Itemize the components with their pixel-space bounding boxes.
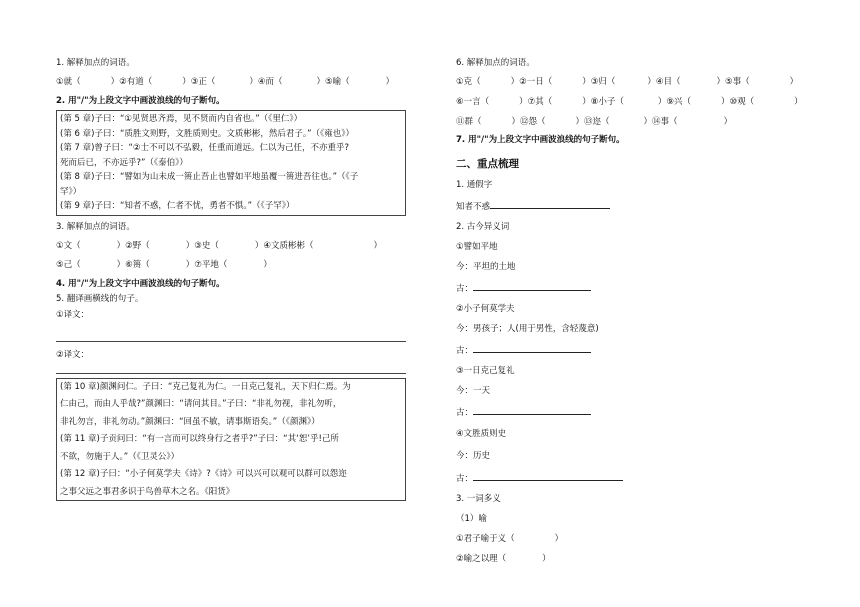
s3-item: ②喻之以理（ ）	[456, 554, 551, 564]
q6-item: ）⑧小子（	[582, 97, 624, 107]
q1-item: ）④而（	[249, 77, 283, 87]
q3-item: ）	[263, 259, 272, 270]
q5-title: 5. 翻译画横线的句子。	[56, 293, 144, 304]
s2-entry	[456, 429, 816, 485]
q6-item: ）④目（	[647, 77, 681, 87]
q6-item: ）⑬迩（	[575, 117, 610, 127]
s2-jin: 今：平坦的土地	[456, 262, 516, 272]
answer-blank[interactable]	[473, 344, 591, 353]
passage2-line: 之事父远之事君多识于鸟兽草木之名。《阳货》	[60, 486, 235, 497]
q1-item: ①就（	[56, 77, 81, 87]
q3-row2	[56, 260, 406, 271]
s2-word: ①譬如平地	[456, 242, 498, 252]
passage1-line: (第 5 章)子曰：“①见贤思齐焉，见不贤而内自省也。”（《里仁》）	[60, 114, 303, 124]
q3-item: ）④文质彬彬（	[254, 240, 314, 251]
q6-item: ）⑦其（	[519, 97, 553, 107]
q3-item: ）②野（	[116, 240, 150, 251]
q1-item: ）③正（	[182, 77, 216, 87]
s2-word: ④文胜质则史	[456, 429, 507, 439]
section-title: 二、重点梳理	[456, 158, 519, 170]
passage2-line: (第 10 章)颜渊问仁。子曰：“克己复礼为仁。一日克己复礼，天下归仁焉。为	[60, 381, 351, 392]
passage1-line: (第 6 章)子曰：“质胜文则野，文胜质则史。文质彬彬，然后君子。”（《雍也》）	[60, 128, 355, 139]
s2-gu: 古：	[456, 472, 816, 485]
s2-entry	[456, 304, 816, 357]
s2-gu: 古：	[456, 406, 816, 419]
q6-title: 6. 解释加点的词语。	[456, 58, 535, 68]
passage1-line: 死而后已，不亦远乎?”（《泰伯》）	[60, 157, 188, 168]
q3-item: ⑤己（	[56, 259, 81, 270]
s2-gu: 古：	[456, 282, 816, 295]
q1-title: 1. 解释加点的词语。	[56, 58, 135, 68]
s2-jin: 今：一天	[456, 386, 491, 396]
passage2-line: 仁由己，而由人乎哉?”颜渊曰：“请问其目。”子曰：“非礼勿视，非礼勿听，	[60, 399, 342, 409]
s3-title: 3. 一词多义	[456, 494, 501, 504]
passage2-line: (第 12 章)子曰：“小子何莫学夫《诗》?《诗》可以兴可以观可以群可以怨迩	[60, 469, 347, 479]
q6-item: ）	[794, 97, 803, 107]
q6-item: ）	[723, 117, 733, 127]
q6-row1	[456, 77, 816, 88]
passage1-line: (第 8 章)子曰：“譬如为山未成一篑止吾止也譬如平地虽覆一篑进吾往也。”（《子	[60, 172, 359, 182]
left-column	[56, 58, 406, 501]
q3-item: ）⑦平地（	[185, 259, 228, 270]
passage2-line: (第 11 章)子贡问曰：“有一言而可以终身行之者乎?”子曰：“其‘恕’乎!己所	[60, 434, 339, 444]
q6-item: ）	[789, 77, 799, 87]
q6-item: ⑪群（	[456, 117, 482, 127]
q3-item: ①文（	[56, 240, 81, 251]
right-column	[456, 58, 816, 565]
q6-item: ）⑩观（	[721, 97, 755, 107]
s2-jin: 今：历史	[456, 451, 491, 461]
passage1-line: (第 7 章)曾子曰：“②士不可以不弘毅，任重而道远。仁以为己任，不亦重乎?	[60, 143, 349, 153]
q6-item: ）③归（	[582, 77, 616, 87]
q2-title: 2. 用"/"为上段文字中画波浪线的句子断句。	[56, 96, 225, 106]
q7-title: 7. 用"/"为上段文字中画波浪线的句子断句。	[456, 135, 625, 145]
passage2-line: 非礼勿言，非礼勿动。”颜渊曰：“回虽不敏，请事斯语矣。”（《颜渊》）	[60, 416, 320, 427]
q6-item: ⑥一言（	[456, 97, 490, 107]
q6-item: ）⑨兴（	[657, 97, 691, 107]
answer-blank[interactable]	[473, 406, 591, 415]
q6-item: ）⑭事（	[643, 117, 678, 127]
s2-word: ③一日克己复礼	[456, 366, 515, 376]
q1-item: ）②有道（	[110, 77, 153, 87]
q6-item: ）⑤事（	[716, 77, 750, 87]
s3-sub: （1）喻	[456, 514, 487, 524]
s3-item: ①君子喻于义（ ）	[456, 534, 564, 544]
translation-line-2[interactable]	[56, 373, 406, 374]
q3-item: ）③史（	[185, 240, 219, 251]
translation-label-1: ①译文：	[56, 309, 90, 320]
q6-item: ）②一日（	[510, 77, 553, 87]
s2-word: ②小子何莫学夫	[456, 304, 515, 314]
passage1-line: (第 9 章)子曰：“知者不惑，仁者不忧，勇者不惧。”（《子罕》）	[60, 201, 295, 211]
q6-item: ①克（	[456, 77, 481, 87]
q3-item: ）	[373, 240, 383, 251]
s1-item: 知者不惑	[456, 200, 816, 213]
translation-label-2: ②译文：	[56, 349, 90, 360]
q3-title: 3. 解释加点的词语。	[56, 221, 135, 232]
s2-jin: 今：男孩子；人(用于男性，含轻蔑意)	[456, 324, 599, 334]
q3-item: ）⑥篑（	[116, 259, 150, 270]
s1-title: 1. 通假字	[456, 180, 493, 190]
s2-entry	[456, 366, 816, 419]
passage1-line: 罕》）	[60, 186, 82, 197]
s2-entry	[456, 242, 816, 295]
q6-item: ）⑫怨（	[511, 117, 546, 127]
q6-row3	[456, 117, 816, 128]
answer-blank[interactable]	[490, 200, 610, 209]
answer-blank[interactable]	[473, 282, 591, 291]
passage-box-1	[56, 110, 406, 216]
q4-title: 4. 用"/"为上段文字中画波浪线的句子断句。	[56, 278, 225, 289]
q6-row2	[456, 97, 816, 108]
q3-row1	[56, 241, 406, 252]
s2-gu: 古：	[456, 344, 816, 357]
q1-item: ）	[385, 77, 395, 87]
s2-title: 2. 古今异义词	[456, 222, 510, 232]
passage-box-2	[56, 378, 406, 502]
q1-item: ）⑤喻（	[316, 77, 350, 87]
q1-items	[56, 77, 406, 88]
answer-blank[interactable]	[473, 472, 623, 481]
translation-line-1[interactable]	[56, 341, 406, 342]
passage2-line: 不欲，勿施于人。”（《卫灵公》）	[60, 451, 180, 462]
